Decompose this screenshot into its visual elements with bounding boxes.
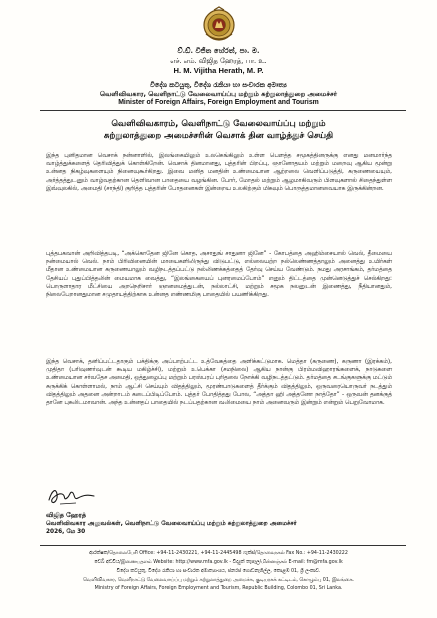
footer-address-sinhala: විදේශ කටයුතු, විදේශ රැකියා හා සංචාරක අමාත්‍යාංශය, ජනරජ ගොඩනැගිල්ල, කොළඹ 01, ශ්‍රී ලංකාව. [116, 569, 321, 574]
handwritten-signature [46, 484, 98, 508]
footer-phone-fax: ආරක්ෂක/தொலைபேசி Office: +94-11-2430221, +94-11-2445498 ෆැක්ස්/தொலைநகல் Fax No.: +94-11-2430222 [89, 551, 348, 556]
footer-address-tamil: வெளிவிவகார, வெளிநாட்டு வேலைவாய்ப்பு மற்றும் சுற்றுலாத்துறை அமைச்சு, குடியரசுக் கட்டிடம், கொழும்பு 01, இலங்கை. [83, 578, 354, 583]
minister-name-tamil: எச். எம். விஜித ஹேரத், பா. உ. [170, 57, 267, 65]
message-title-line1: வெளிவிவகாரம், வெளிநாட்டு வேலைவாய்ப்பு மற்றும் [111, 119, 326, 129]
message-title-line2: சுற்றுலாத்துறை அமைச்சரின் வெசாக் தின வாழ்த்துச் செய்தி [103, 131, 334, 141]
footer-address-english: Ministry of Foreign Affairs, Foreign Employment and Tourism, Republic Building, Colombo 01, Sri Lanka. [94, 586, 343, 591]
signatory-name: விஜித ஹேரத் [46, 511, 86, 519]
paragraph-1: இந்த புனிதமான வெசாக் நன்னாளில், இலங்கையிலும் உலகெங்கிலும் உள்ள பௌத்த சமூகத்தினருக்கு எனது மனமார்ந்த வாழ்த்துக்களைத் தெரிவித்துக் கொள்கிறேன். வெசாக் தினமானது, புத்தரின் பிறப்பு, ஞானோதயம் மற்றும் மறைவு ஆகிய மூன்று உன்னத நிகழ்வுகளையும் நினைவுகூர்கிறது. இவை மனித மனதின் உண்மையான ஆற்றலை வெளிப்படுத்தி, கருணையையும், அர்த்தத்துடனும் வாழ்வதற்கான தெளிவான பாதையை வழங்கின. போர், மோதல் மற்றும் ஆழமாகிவரும் பிளவுகளால் சிதைந்துள்ள இவ்வுலகில், அமைதி (சாந்தி) குறித்த புத்தரின் போதனைகள் இன்றைய உலகிற்கும் மிகவும் பொருத்தமானவையாக இருக்கின்றன. [46, 153, 392, 192]
footer-web-email: වෙබ් අඩවිය/இணையதளம் Website: http://www.mfa.gov.lk - විද්‍යුත් තැපෑල/மின்னஞ்சல் E-mail: fm@mfa.gov.lk [94, 560, 343, 565]
header-divider [40, 110, 406, 111]
minister-name-sinhala: ව්.ඩ්. විජිත හේරත්, පා. ම. [177, 46, 260, 55]
paragraph-2: புத்தபகவான் அறிவித்தபடி, “அக்கொதேன ஜினே கொத, அசாதுங் சாதுனா ஜினே” - கோபத்தை அஹிம்சையால் வெல், தீமையை நன்மையால் வெல். நாம் பிரிவினையின் மாயைகளிலிருந்து விடுபட்டு, எல்லையற்ற நல்லெண்ணத்தாலும் அனைத்து உயிர்கள் மீதான உண்மையான கருணையாலும் வழிநடத்தப்பட்டு நல்லிணக்கத்தைத் தேர்வு செய்ய வேண்டும். நமது அரசாங்கம், தர்மத்தை தேசியப் புதுப்பித்தலின் மையமாக வைத்து, “இலங்கையைப் புனரமைப்போம்” எனும் திட்டத்தை முன்னெடுத்துச் செல்கிறது: பொருளாதார மீட்சியை அறநெறிசார் ஞானமைத்துடன், நல்லாட்சி, மற்றும் சமூக நலனுடன் இணைத்து, நீதியானதும், நிலைபேறானதுமான சமுதாயத்திற்காக உன்னத எண்ணமிகு பாதையில் பயணிக்கிறது. [46, 251, 392, 299]
paragraph-3: இந்த வெசாக், தனிப்பட்டதாகும் பக்திக்கு அப்பாற்பட்ட உத்வேகத்தை அளிக்கட்டுமாக. மெத்தா (கருணை), கருணா (இரக்கம்), முதிதா (பரிவுணர்வுடன் கூடிய மகிழ்ச்சி), மற்றும் உபெக்கா (சமநிலை) ஆகிய நான்கு பிரம்மவிஹாரங்களைக், நாடுகளை உண்மையான சர்வதேச அமைதி, ஒத்துழைப்பு மற்றும் பரஸ்பரப் புரிதலை நோக்கி வழிநடத்தட்டும். தர்மத்தை சடங்குகளுக்கு மட்டும் சுருக்கிக் கொள்ளாமல், நாம் ஆட்சி செய்யும் விதத்திலும், மூரண்பாடுகளைத் தீர்க்கும் விதத்திலும், ஒருவரையொருவர் நடத்தும் விதத்திலும் அதனை அன்றாடம் கடைப்பிடிப்போம். புத்தர் போதித்தது போல, “அத்தா ஹி அத்தனோ நாத்தோ” - ஒருவன் தனக்குத் தானே புகலிடமாவான். அந்த உன்னதப் பாதையில் நடப்பதற்கான வலிமையை நாம் அனைவரும் இன்றும் என்றும் பெறுவோமாக. [46, 359, 392, 407]
ministry-title-english: Minister of Foreign Affairs, Foreign Employment and Tourism [118, 99, 319, 106]
ministry-title-sinhala: විදේශ කටයුතු, විදේශ රැකියා හා සංචාරක අමාත්‍ය [150, 81, 287, 89]
footer-divider [40, 545, 406, 546]
ministry-title-tamil: வெளிவிவகார, வெளிநாட்டு வேலைவாய்ப்பு மற்றும் சுற்றுலாத்துறை அமைச்சர் [99, 90, 338, 98]
national-emblem-icon [202, 6, 236, 44]
message-date: 2026, மே 30 [46, 529, 86, 535]
signatory-title: வெளிவிவகார அலுவல்கள், வெளிநாட்டு வேலைவாய்ப்பு மற்றும் சுற்றுலாத்துறை அமைச்சர் [46, 520, 297, 527]
minister-name-english: H. M. Vijitha Herath, M. P. [173, 66, 264, 75]
